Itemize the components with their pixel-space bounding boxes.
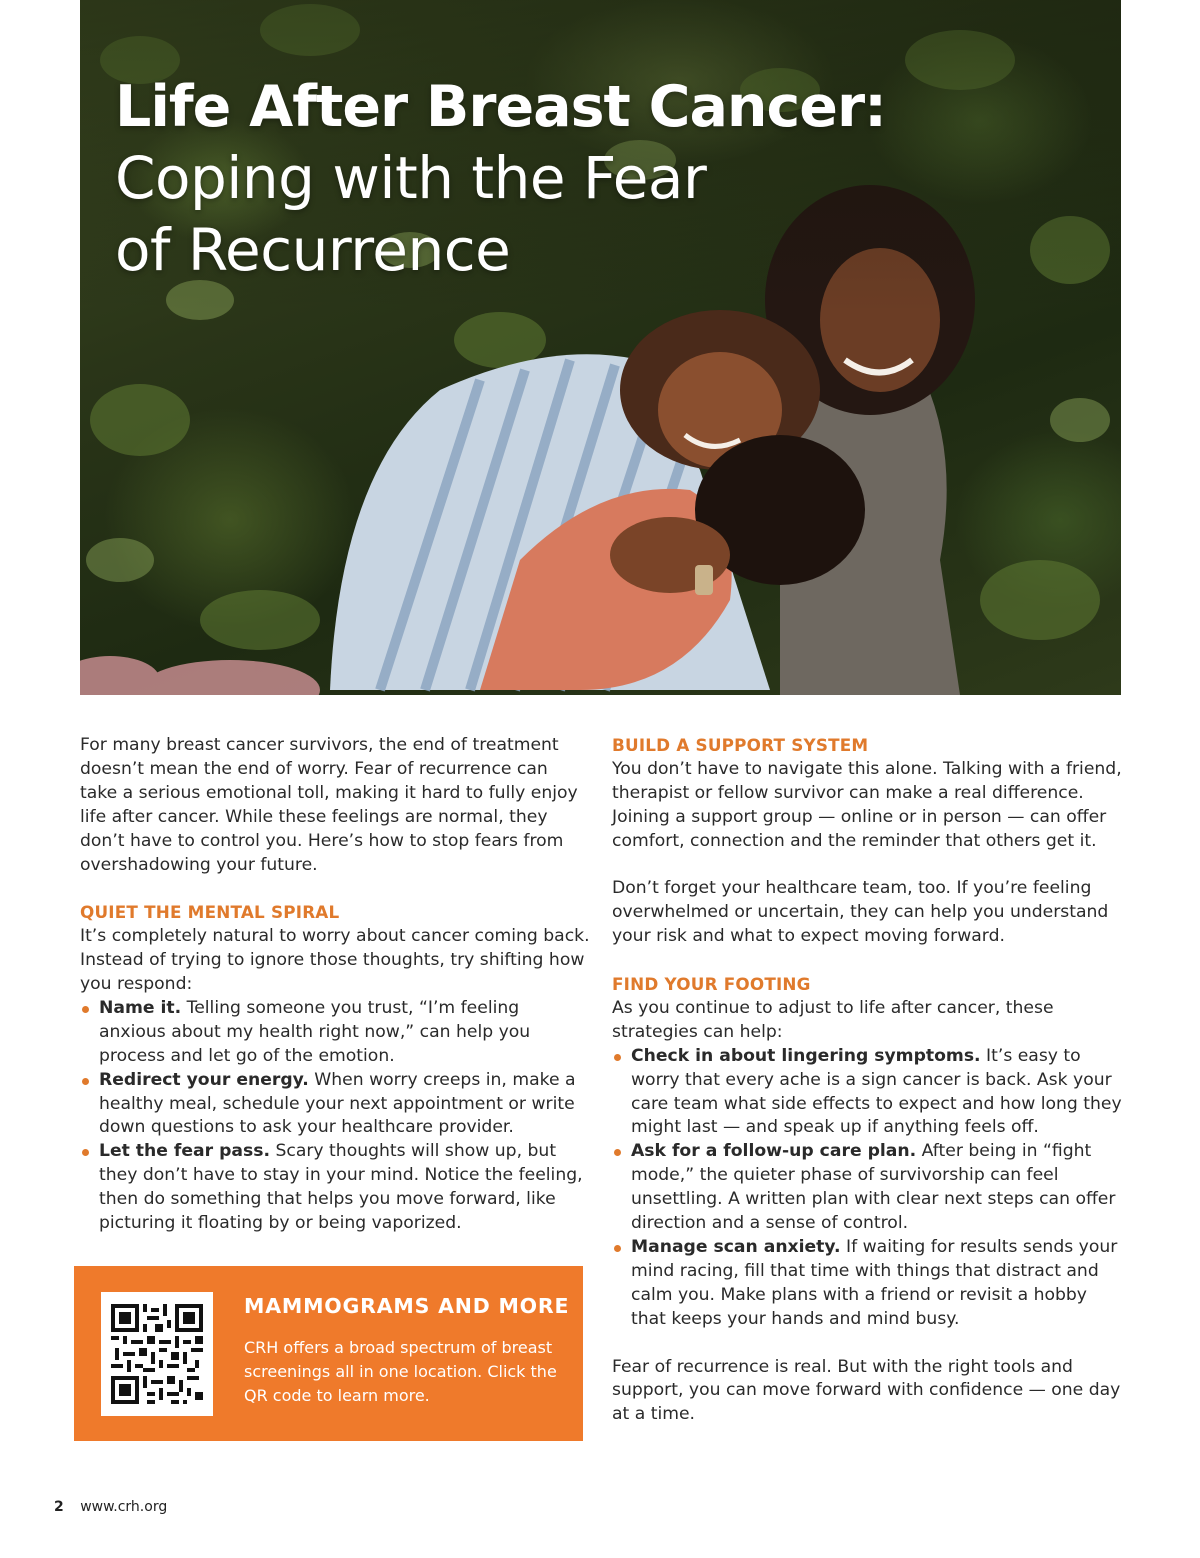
bullet-text: After being in “fight mode,” the quieter phase of survivorship can feel unsettling. A written plan with clear next steps can offer direction and a sense of control.	[631, 1141, 1116, 1234]
bullet-bold: Manage scan anxiety.	[631, 1237, 841, 1257]
title-line-1: Life After Breast Cancer:	[115, 74, 886, 140]
bullet-bold: Ask for a follow-up care plan.	[631, 1141, 917, 1162]
bullet-text: It’s easy to worry that every ache is a sign cancer is back. Ask your care team what side effects to expect and how long they might last — and speak up if anything feels off.	[631, 1045, 1122, 1138]
bullet-text: If waiting for results sends your mind racing, fill that time with things that distract and calm you. Make plans with a friend or revisit a hobby that keeps your hands and mind busy.	[631, 1237, 1118, 1329]
promo-body: CRH offers a broad spectrum of breast screenings all in one location. Click the QR code to learn more.	[244, 1338, 557, 1405]
section-heading-support: BUILD A SUPPORT SYSTEM	[612, 735, 869, 755]
section-body-support-2: Don’t forget your healthcare team, too. If you’re feeling overwhelmed or uncertain, they can help you understand your risk and what to expect moving forward.	[612, 878, 1109, 947]
bullet-text: When worry creeps in, make a healthy meal, schedule your next appointment or write down questions to ask your healthcare provider.	[99, 1069, 576, 1138]
bullet-bold: Let the fear pass.	[99, 1141, 270, 1162]
page-title	[115, 72, 886, 286]
list-item	[612, 1140, 1127, 1236]
list-item	[80, 997, 590, 1069]
intro-paragraph: For many breast cancer survivors, the end of treatment doesn’t mean the end of worry. Fear of recurrence can take a serious emotional toll, making it hard to fully enjoy life after cancer. While these feelings are normal, they don’t have to control you. Here’s how to stop fears from overshadowing your future.	[80, 735, 578, 875]
bullet-bold: Redirect your energy.	[99, 1069, 309, 1090]
bullet-text: Telling someone you trust, “I’m feeling anxious about my health right now,” can help you process and let go of the emotion.	[99, 997, 531, 1066]
mammograms-promo-box	[74, 1266, 583, 1441]
bullet-bold: Name it.	[99, 997, 182, 1018]
list-item	[612, 1236, 1127, 1332]
bullet-bold: Check in about lingering symptoms.	[631, 1045, 981, 1066]
title-line-3: of Recurrence	[115, 216, 511, 284]
page-number: 2	[54, 1499, 64, 1515]
section-body-quiet: It’s completely natural to worry about cancer coming back. Instead of trying to ignore those thoughts, try shifting how you respond:	[80, 926, 590, 995]
section-body-footing: As you continue to adjust to life after cancer, these strategies can help:	[612, 997, 1054, 1042]
closing-paragraph: Fear of recurrence is real. But with the right tools and support, you can move forward with confidence — one day at a time.	[612, 1356, 1121, 1425]
section-heading-quiet: QUIET THE MENTAL SPIRAL	[80, 902, 340, 923]
list-item	[80, 1069, 590, 1141]
list-item	[80, 1140, 590, 1236]
website-link[interactable]: www.crh.org	[80, 1499, 168, 1515]
title-line-2: Coping with the Fear	[115, 144, 707, 212]
promo-title: MAMMOGRAMS AND MORE	[244, 1294, 570, 1318]
footing-bullet-list	[612, 1045, 1127, 1332]
list-item	[612, 1045, 1127, 1141]
right-column	[612, 734, 1127, 1427]
qr-code-icon	[111, 1304, 203, 1404]
qr-code-link[interactable]	[101, 1292, 213, 1416]
quiet-bullet-list	[80, 997, 590, 1236]
page-footer	[54, 1499, 167, 1515]
section-heading-footing: FIND YOUR FOOTING	[612, 974, 811, 995]
section-body-support-1: You don’t have to navigate this alone. Talking with a friend, therapist or fellow survivor can make a real difference. Joining a support group — online or in person — can offer comfort, connection and the reminder that others get it.	[612, 758, 1122, 851]
hero-photo	[80, 0, 1121, 695]
left-column	[80, 734, 590, 1236]
bullet-text: Scary thoughts will show up, but they don’t have to stay in your mind. Notice the feeling, then do something that helps you move forward, like picturing it floating by or being vaporized.	[99, 1141, 583, 1234]
